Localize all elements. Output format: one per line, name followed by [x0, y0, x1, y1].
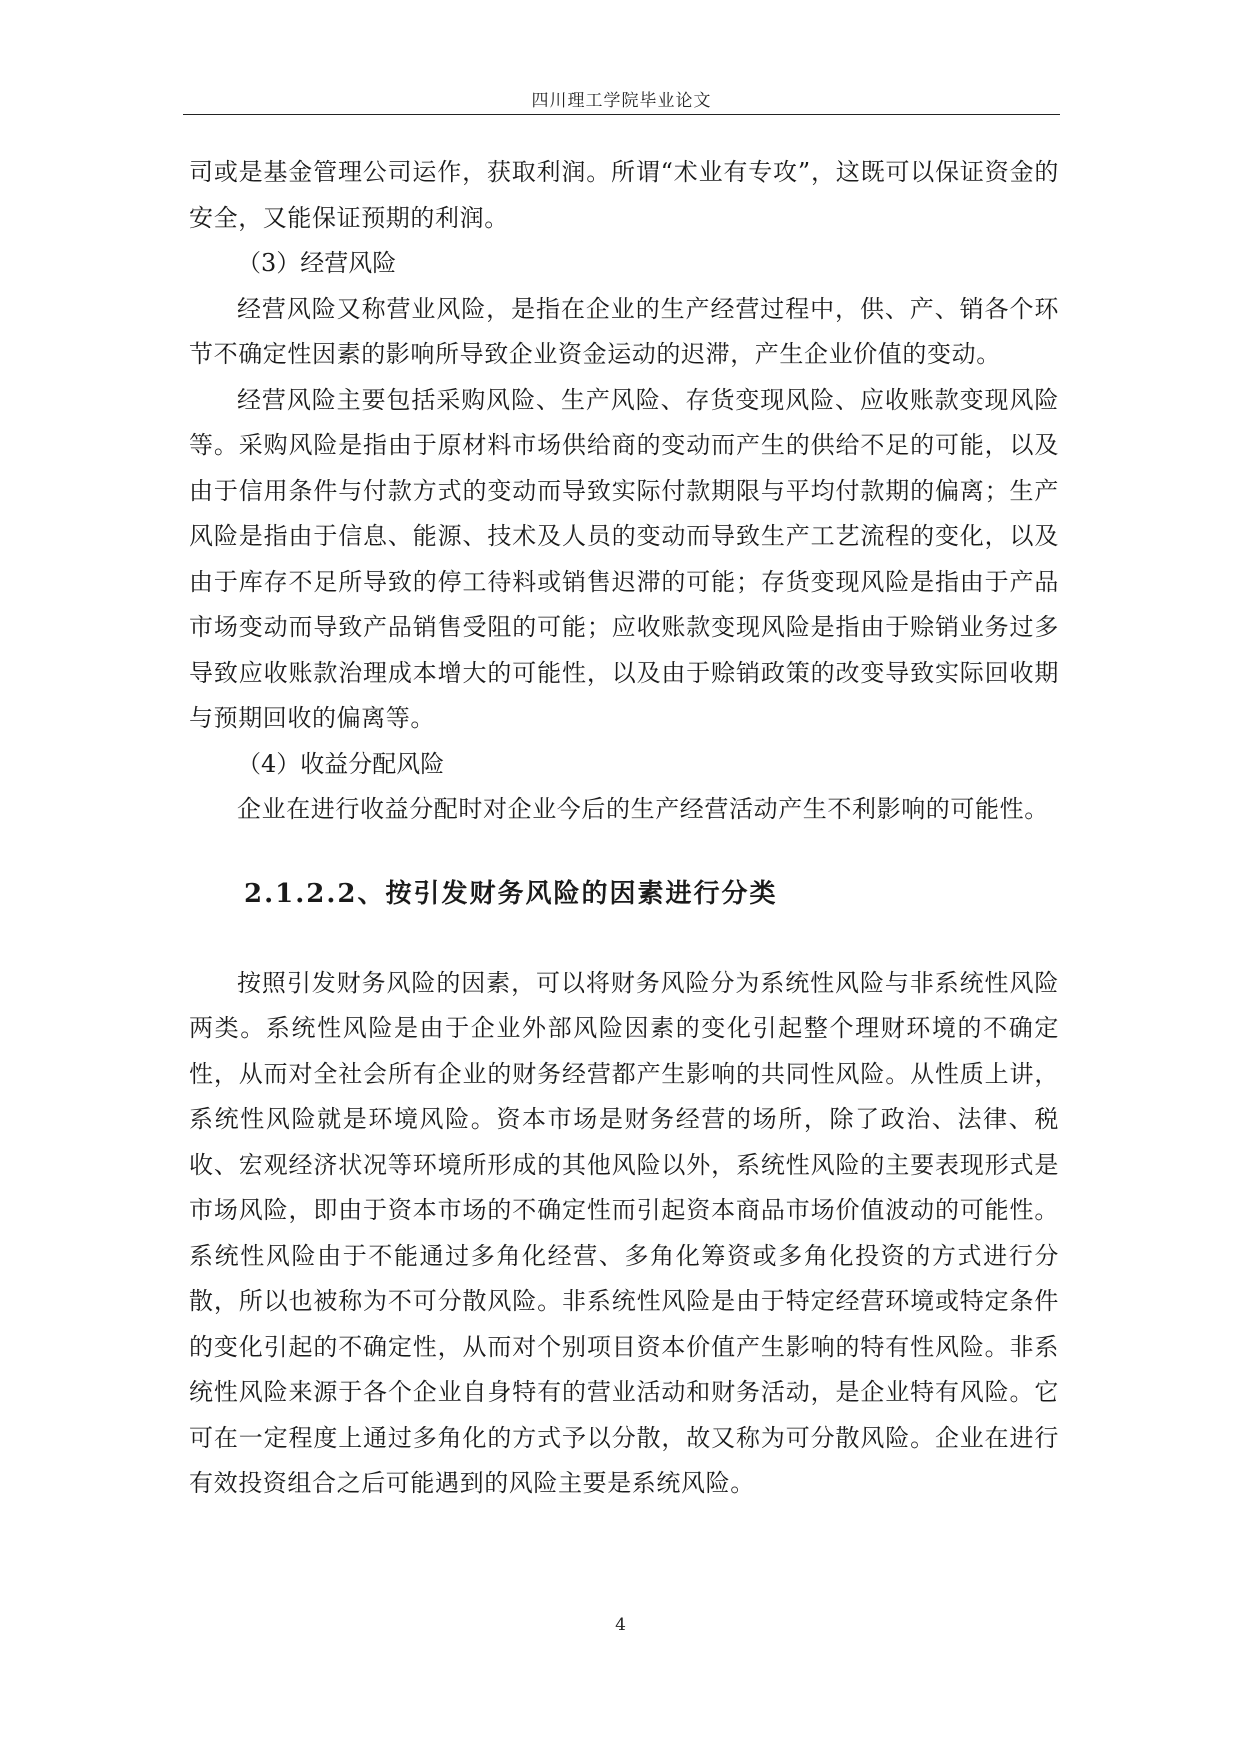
- page-body: [189, 150, 1059, 1507]
- list-item-profit-distribution-risk: （4）收益分配风险: [237, 749, 445, 778]
- list-item-operating-risk: （3）经营风险: [237, 249, 397, 277]
- section-heading: 2.1.2.2、按引发财务风险的因素进行分类: [244, 878, 778, 909]
- header-rule: [183, 114, 1060, 115]
- page-header-title: 四川理工学院毕业论文: [531, 91, 712, 111]
- paragraph-operating-risk-types: 经营风险主要包括采购风险、生产风险、存货变现风险、应收账款变现风险等。采购风险是指由于原材料市场供给商的变动而产生的供给不足的可能，以及由于信用条件与付款方式的变动而导致实际付款期限与平均付款期的偏离；生产风险是指由于信息、能源、技术及人员的变动而导致生产工艺流程的变化，以及由于库存不足所导致的停工待料或销售迟滞的可能；存货变现风险是指由于产品市场变动而导致产品销售受阻的可能；应收账款变现风险是指由于赊销业务过多导致应收账款治理成本增大的可能性，以及由于赊销政策的改变导致实际回收期与预期回收的偏离等。: [189, 385, 1059, 732]
- paragraph-systematic-risk: 按照引发财务风险的因素，可以将财务风险分为系统性风险与非系统性风险两类。系统性风险是由于企业外部风险因素的变化引起整个理财环境的不确定性，从而对全社会所有企业的财务经营都产生影响的共同性风险。从性质上讲，系统性风险就是环境风险。资本市场是财务经营的场所，除了政治、法律、税收、宏观经济状况等环境所形成的其他风险以外，系统性风险的主要表现形式是市场风险，即由于资本市场的不确定性而引起资本商品市场价值波动的可能性。系统性风险由于不能通过多角化经营、多角化筹资或多角化投资的方式进行分散，所以也被称为不可分散风险。非系统性风险是由于特定经营环境或特定条件的变化引起的不确定性，从而对个别项目资本价值产生影响的特有性风险。非系统性风险来源于各个企业自身特有的营业活动和财务活动，是企业特有风险。它可在一定程度上通过多角化的方式予以分散，故又称为可分散风险。企业在进行有效投资组合之后可能遇到的风险主要是系统风险。: [189, 968, 1059, 1497]
- paragraph-continuation: 司或是基金管理公司运作，获取利润。所谓“术业有专攻”，这既可以保证资金的安全，又能保证预期的利润。: [189, 158, 1059, 232]
- paragraph-operating-risk-definition: 经营风险又称营业风险，是指在企业的生产经营过程中，供、产、销各个环节不确定性因素的影响所导致企业资金运动的迟滞，产生企业价值的变动。: [189, 294, 1059, 368]
- page-number: 4: [615, 1615, 626, 1635]
- paragraph-profit-distribution-risk: 企业在进行收益分配时对企业今后的生产经营活动产生不利影响的可能性。: [237, 795, 1049, 823]
